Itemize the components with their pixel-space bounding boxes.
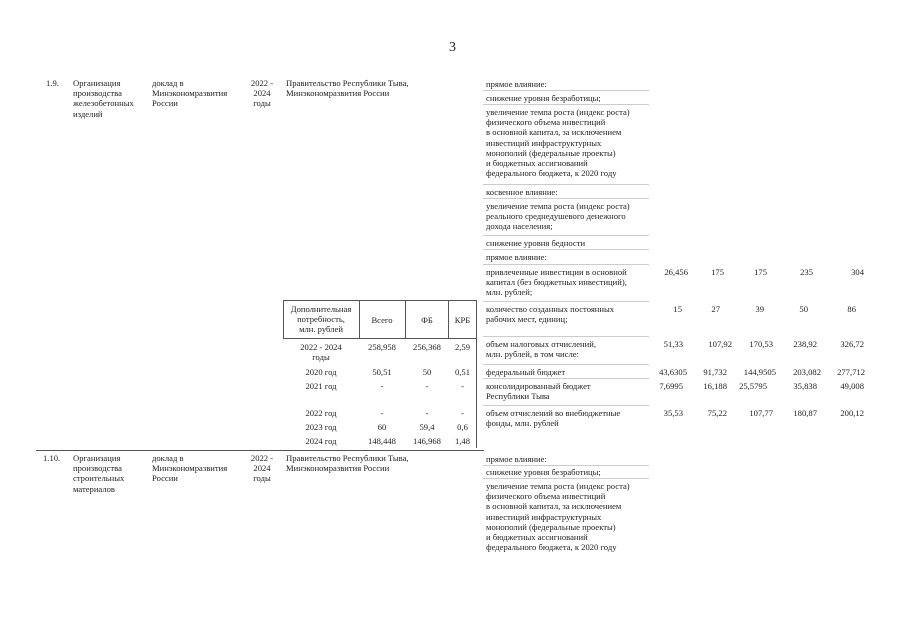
indicator-value: 238,92 xyxy=(793,339,817,349)
funding-header-krb: КРБ xyxy=(454,315,471,325)
effect-divider xyxy=(483,104,649,105)
indicator-value: 175 xyxy=(754,267,767,277)
effect-divider xyxy=(483,198,649,199)
funding-total: 50,51 xyxy=(372,367,392,377)
indicator-label: объем налоговых отчислений, млн. рублей, в том числе: xyxy=(486,339,596,360)
effect-item: увеличение темпа роста (индекс роста) физического объема инвестиций в основной капитал, за исключением инвестиций инфраструктурных монополий (федеральные проекты) и бюджетных ассигнований федерального бюджета, к 2020 году xyxy=(486,481,630,553)
effect-divider xyxy=(483,264,649,265)
funding-total: 60 xyxy=(377,422,387,432)
indicator-value: 235 xyxy=(800,267,813,277)
indicator-value: 107,92 xyxy=(708,339,732,349)
funding-header-total: Всего xyxy=(371,315,393,325)
indicator-value: 200,12 xyxy=(840,408,864,418)
effect-divider xyxy=(483,184,649,185)
indicator-label: федеральный бюджет xyxy=(486,367,566,377)
effect-divider xyxy=(483,405,649,406)
effect-divider xyxy=(483,301,649,302)
indicator-label: количество созданных постоянных рабочих мест, единиц; xyxy=(486,304,615,325)
indicator-value: 175 xyxy=(711,267,724,277)
effect-divider xyxy=(483,90,649,91)
row-number: 1.10. xyxy=(43,453,61,463)
effect-divider xyxy=(483,378,649,379)
indicator-value: 39 xyxy=(755,304,764,314)
indicator-value: 43,6305 xyxy=(659,367,687,377)
funding-period: 2024 год xyxy=(305,436,337,446)
indicator-value: 144,9505 xyxy=(743,367,776,377)
effect-item: снижение уровня бедности xyxy=(486,238,586,248)
funding-total: 148,448 xyxy=(368,436,396,446)
measure-name: Организация производства железобетонных изделий xyxy=(73,78,134,119)
funding-krb: 1,48 xyxy=(454,436,471,446)
funding-period: 2021 год xyxy=(305,381,337,391)
indicator-label: объем отчислений во внебюджетные фонды, млн. рублей xyxy=(486,408,621,429)
indicator-value: 75,22 xyxy=(707,408,727,418)
deadline: 2022 - 2024 годы xyxy=(250,78,274,109)
indicator-value: 86 xyxy=(847,304,856,314)
effect-item: снижение уровня безработицы; xyxy=(486,93,601,103)
funding-fb: 50 xyxy=(422,367,432,377)
document-type: доклад в Минэкономразвития России xyxy=(152,78,228,109)
indicator-value: 51,33 xyxy=(663,339,683,349)
indicator-value: 26,456 xyxy=(664,267,688,277)
effect-item: увеличение темпа роста (индекс роста) физического объема инвестиций в основной капитал, за исключением инвестиций инфраструктурных монополий (федеральные проекты) и бюджетных ассигнований федерального бюджета, к 2020 году xyxy=(486,107,630,179)
funding-krb: 2,59 xyxy=(454,342,471,352)
indicator-value: 277,712 xyxy=(837,367,865,377)
indicator-value: 91,732 xyxy=(703,367,727,377)
row-divider xyxy=(36,450,484,451)
effect-divider xyxy=(483,478,649,479)
effect-item: прямое влияние: xyxy=(486,454,547,464)
indicator-value: 15 xyxy=(673,304,682,314)
indicator-label: консолидированный бюджет Республики Тыва xyxy=(486,381,591,402)
indicator-label: привлеченные инвестиции в основной капитал (без бюджетных инвестиций), млн. рублей; xyxy=(486,267,627,298)
row-number: 1.9. xyxy=(46,78,59,88)
responsible: Правительство Республики Тыва, Минэкономразвития России xyxy=(286,78,409,99)
funding-total: - xyxy=(380,381,384,391)
funding-header-fb: ФБ xyxy=(421,315,433,325)
funding-fb: - xyxy=(425,381,429,391)
funding-period: 2020 год xyxy=(305,367,337,377)
funding-krb: - xyxy=(461,381,464,391)
indicator-value: 7,6995 xyxy=(659,381,683,391)
funding-period: 2023 год xyxy=(305,422,337,432)
effect-divider xyxy=(483,465,649,466)
effect-divider xyxy=(483,336,649,337)
indicator-value: 25,5795 xyxy=(739,381,767,391)
indicator-value: 203,082 xyxy=(793,367,821,377)
indicator-value: 50 xyxy=(799,304,808,314)
funding-krb: 0,51 xyxy=(454,367,471,377)
indicator-value: 326,72 xyxy=(840,339,864,349)
responsible: Правительство Республики Тыва, Минэкономразвития России xyxy=(286,453,409,474)
funding-period: 2022 год xyxy=(305,408,337,418)
effect-divider xyxy=(483,364,649,365)
funding-fb: 59,4 xyxy=(419,422,435,432)
indicator-value: 49,008 xyxy=(840,381,864,391)
indicator-value: 35,53 xyxy=(663,408,683,418)
funding-total: 258,958 xyxy=(368,342,396,352)
indicator-value: 27 xyxy=(711,304,720,314)
effect-item: снижение уровня безработицы; xyxy=(486,467,601,477)
indicator-value: 35,838 xyxy=(793,381,817,391)
measure-name: Организация производства строительных материалов xyxy=(73,453,125,494)
funding-krb: 0,6 xyxy=(457,422,468,432)
funding-fb: 256,368 xyxy=(413,342,441,352)
effect-item: косвенное влияние: xyxy=(486,187,558,197)
funding-total: - xyxy=(380,408,384,418)
indicator-value: 180,87 xyxy=(793,408,817,418)
effect-item: прямое влияние: xyxy=(486,252,547,262)
effect-divider xyxy=(483,249,649,250)
effect-divider xyxy=(483,235,649,236)
funding-fb: 146,968 xyxy=(413,436,441,446)
indicator-value: 170,53 xyxy=(749,339,773,349)
funding-fb: - xyxy=(425,408,429,418)
funding-period: 2022 - 2024 годы xyxy=(300,342,342,363)
funding-header-label: Дополнительная потребность, млн. рублей xyxy=(290,304,352,335)
deadline: 2022 - 2024 годы xyxy=(250,453,274,484)
indicator-value: 304 xyxy=(851,267,864,277)
indicator-value: 107,77 xyxy=(749,408,773,418)
effect-item: увеличение темпа роста (индекс роста) реального среднедушевого денежного дохода населения; xyxy=(486,201,630,232)
page-number: 3 xyxy=(449,40,456,55)
document-type: доклад в Минэкономразвития России xyxy=(152,453,228,484)
effect-item: прямое влияние: xyxy=(486,79,547,89)
indicator-value: 16,188 xyxy=(703,381,727,391)
funding-krb: - xyxy=(461,408,464,418)
